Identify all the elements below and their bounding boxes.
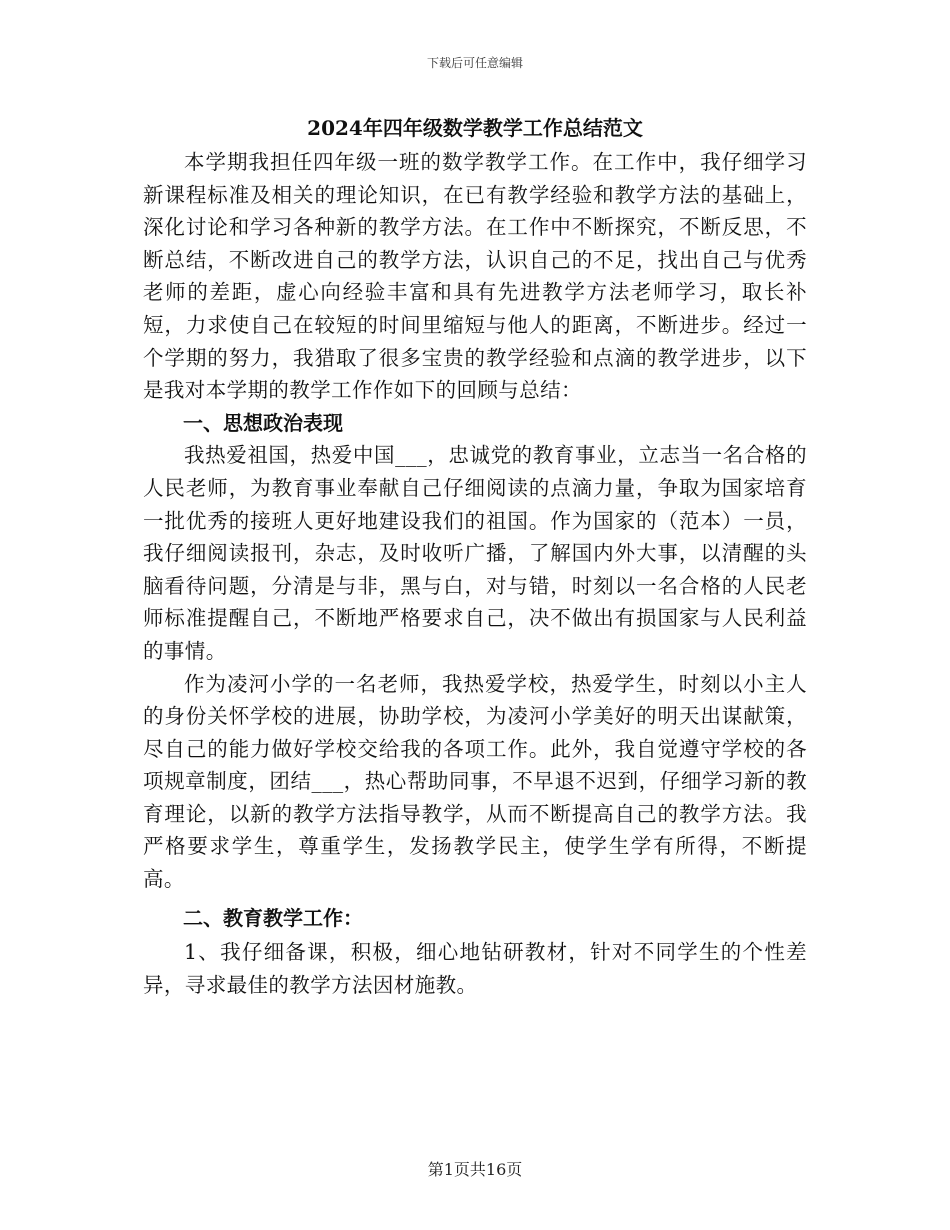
teaching-paragraph-1: 1、我仔细备课，积极，细心地钻研教材，针对不同学生的个性差异，寻求最佳的教学方法因材施教。	[143, 940, 807, 997]
intro-paragraph: 本学期我担任四年级一班的数学教学工作。在工作中，我仔细学习新课程标准及相关的理论知识，在已有教学经验和教学方法的基础上，深化讨论和学习各种新的教学方法。在工作中不断探究，不断反思，不断总结，不断改进自己的教学方法，认识自己的不足，找出自己与优秀老师的差距，虚心向经验丰富和具有先进教学方法老师学习，取长补短，力求使自己在较短的时间里缩短与他人的距离，不断进步。经过一个学期的努力，我猎取了很多宝贵的教学经验和点滴的教学进步，以下是我对本学期的教学工作作如下的回顾与总结：	[143, 150, 807, 403]
section-heading-teaching: 二、教育教学工作：	[183, 905, 363, 930]
politics-paragraph-2: 作为凌河小学的一名老师，我热爱学校，热爱学生，时刻以小主人的身份关怀学校的进展，协助学校，为凌河小学美好的明天出谋献策，尽自己的能力做好学校交给我的各项工作。此外，我自觉遵守学校的各项规章制度，团结___，热心帮助同事，不早退不迟到，仔细学习新的教育理论，以新的教学方法指导教学，从而不断提高自己的教学方法。我严格要求学生，尊重学生，发扬教学民主，使学生学有所得，不断提高。	[143, 671, 807, 892]
page-footer: 第1页共16页	[427, 1160, 523, 1179]
politics-paragraph-1: 我热爱祖国，热爱中国___，忠诚党的教育事业，立志当一名合格的人民老师，为教育事业奉献自己仔细阅读的点滴力量，争取为国家培育一批优秀的接班人更好地建设我们的祖国。作为国家的（范本）一员，我仔细阅读报刊，杂志，及时收听广播，了解国内外大事，以清醒的头脑看待问题，分清是与非，黑与白，对与错，时刻以一名合格的人民老师标准提醒自己，不断地严格要求自己，决不做出有损国家与人民利益的事情。	[143, 443, 807, 663]
document-title: 2024年四年级数学教学工作总结范文	[307, 116, 643, 140]
header-note: 下载后可任意编辑	[426, 56, 523, 70]
section-heading-politics: 一、思想政治表现	[183, 410, 343, 435]
document-body	[143, 112, 807, 1001]
